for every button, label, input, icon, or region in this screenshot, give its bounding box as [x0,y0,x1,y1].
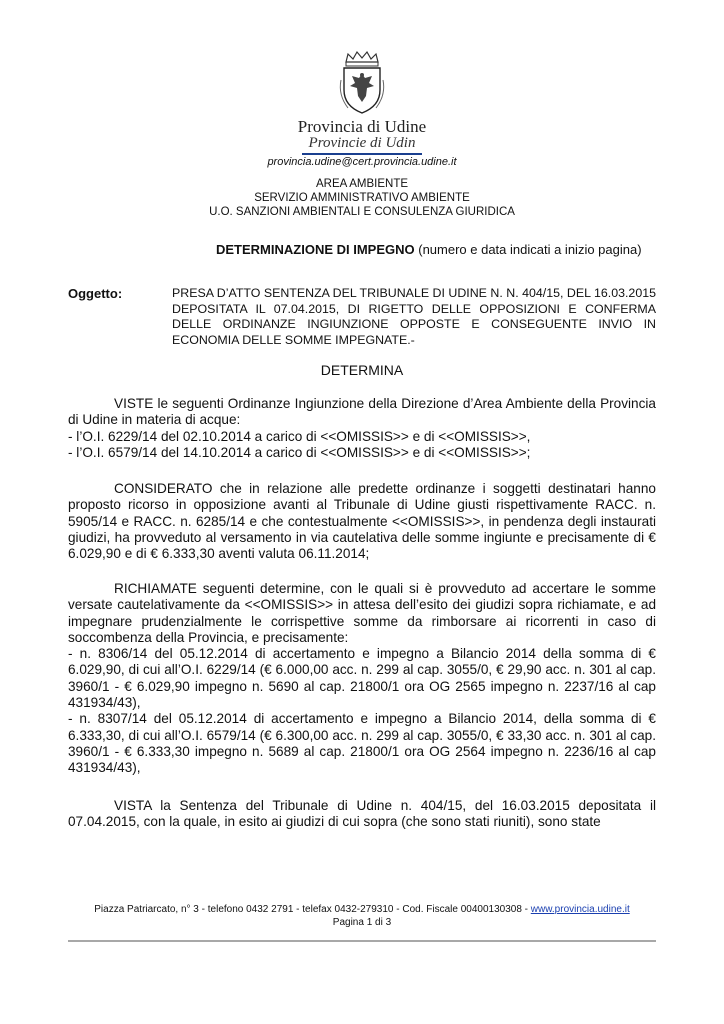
vista-paragraph: VISTA la Sentenza del Tribunale di Udine n. 404/15, del 16.03.2015 depositata il 07.04.2015, con la quale, in esito ai giudizi di cui sopra (che sono stati riuniti), sono state [68,798,656,830]
service-line: SERVIZIO AMMINISTRATIVO AMBIENTE [254,192,470,204]
pec-email: provincia.udine@cert.provincia.udine.it [267,156,457,168]
footer-address-line [0,903,724,916]
website-link[interactable]: www.provincia.udine.it [530,904,630,915]
richiamate-item: - n. 8307/14 del 05.12.2014 di accertamento e impegno a Bilancio 2014, della somma di € 6.333,30, di cui all’O.I. 6579/14 (€ 6.300,00 acc. n. 299 al cap. 3055/0, € 33,30 acc. n. 301 al cap. 3960/1 - € 6.333,30 impegno n. 5689 al cap. 21800/1 ora OG 2564 impegno n. 2236/16 al cap 431934/43), [68,711,656,776]
determination-title [216,242,642,257]
page-footer [0,903,724,929]
header-divider [302,153,422,155]
determination-title-note: (numero e data indicati a inizio pagina) [414,242,642,257]
viste-section [68,396,656,461]
subject-text: PRESA D’ATTO SENTENZA DEL TRIBUNALE DI UDINE N. N. 404/15, DEL 16.03.2015 DEPOSITATA IL 07.04.2015, DI RIGETTO DELLE OPPOSIZIONI E CONFERMA DELLE ORDINANZE INGIUNZIONE OPPOSTE E CONSEGUENTE INVIO IN ECONOMIA DELLE SOMME IMPEGNATE.- [172,286,656,347]
richiamate-paragraph: RICHIAMATE seguenti determine, con le quali si è provveduto ad accertare le somme versate cautelativamente da <<OMISSIS>> in attesa dell’esito dei giudizi sopra richiamate, e ad impegnare prudenzialmente le corrispettive somme da rimborsare ai ricorrenti in caso di soccombenza della Provincia, e precisamente: [68,581,656,645]
page-number: Pagina 1 di 3 [332,917,392,928]
unit-line: U.O. SANZIONI AMBIENTALI E CONSULENZA GIURIDICA [209,206,515,218]
org-name: Provincia di Udine [297,117,427,136]
footer-address: Piazza Patriarcato, n° 3 - telefono 0432 2791 - telefax 0432-279310 - Cod. Fiscale 00400130308 - [94,904,531,915]
viste-item: - l’O.I. 6229/14 del 02.10.2014 a carico di <<OMISSIS>> e di <<OMISSIS>>, [68,428,531,444]
org-name-friulian: Provincie di Udin [308,135,416,151]
subject-label: Oggetto: [68,286,123,301]
determina-heading: DETERMINA [320,362,404,378]
considerato-paragraph: CONSIDERATO che in relazione alle predette ordinanze i soggetti destinatari hanno proposto ricorso in opposizione avanti al Tribunale di Udine giusti rispettivamente RACC. n. 5905/14 e RACC. n. 6285/14 e che contestualmente <<OMISSIS>>, in pendenza degli instaurati giudizi, ha provveduto al versamento in via cautelativa delle somme ingiunte e precisamente di € 6.029,90 e di € 6.333,30 aventi valuta 06.11.2014; [68,481,656,562]
vista-section [68,798,656,831]
considerato-section [68,481,656,562]
department-block [0,177,724,219]
footer-divider [68,940,656,942]
determination-title-bold: DETERMINAZIONE DI IMPEGNO [216,242,415,257]
letterhead [0,50,724,169]
richiamate-item: - n. 8306/14 del 05.12.2014 di accertamento e impegno a Bilancio 2014 della somma di € 6.029,90, di cui all’O.I. 6229/14 (€ 6.000,00 acc. n. 299 al cap. 3055/0, € 29,90 acc. n. 301 al cap. 3960/1 - € 6.029,90 impegno n. 5690 al cap. 21800/1 ora OG 2565 impegno n. 2237/16 al cap 431934/43), [68,646,656,711]
viste-item: - l’O.I. 6579/14 del 14.10.2014 a carico di <<OMISSIS>> e di <<OMISSIS>>; [68,444,531,460]
area-line: AREA AMBIENTE [315,178,409,190]
coat-of-arms-icon [336,50,388,116]
richiamate-section [68,581,656,777]
viste-paragraph: VISTE le seguenti Ordinanze Ingiunzione della Direzione d’Area Ambiente della Provincia di Udine in materia di acque: [68,396,656,428]
